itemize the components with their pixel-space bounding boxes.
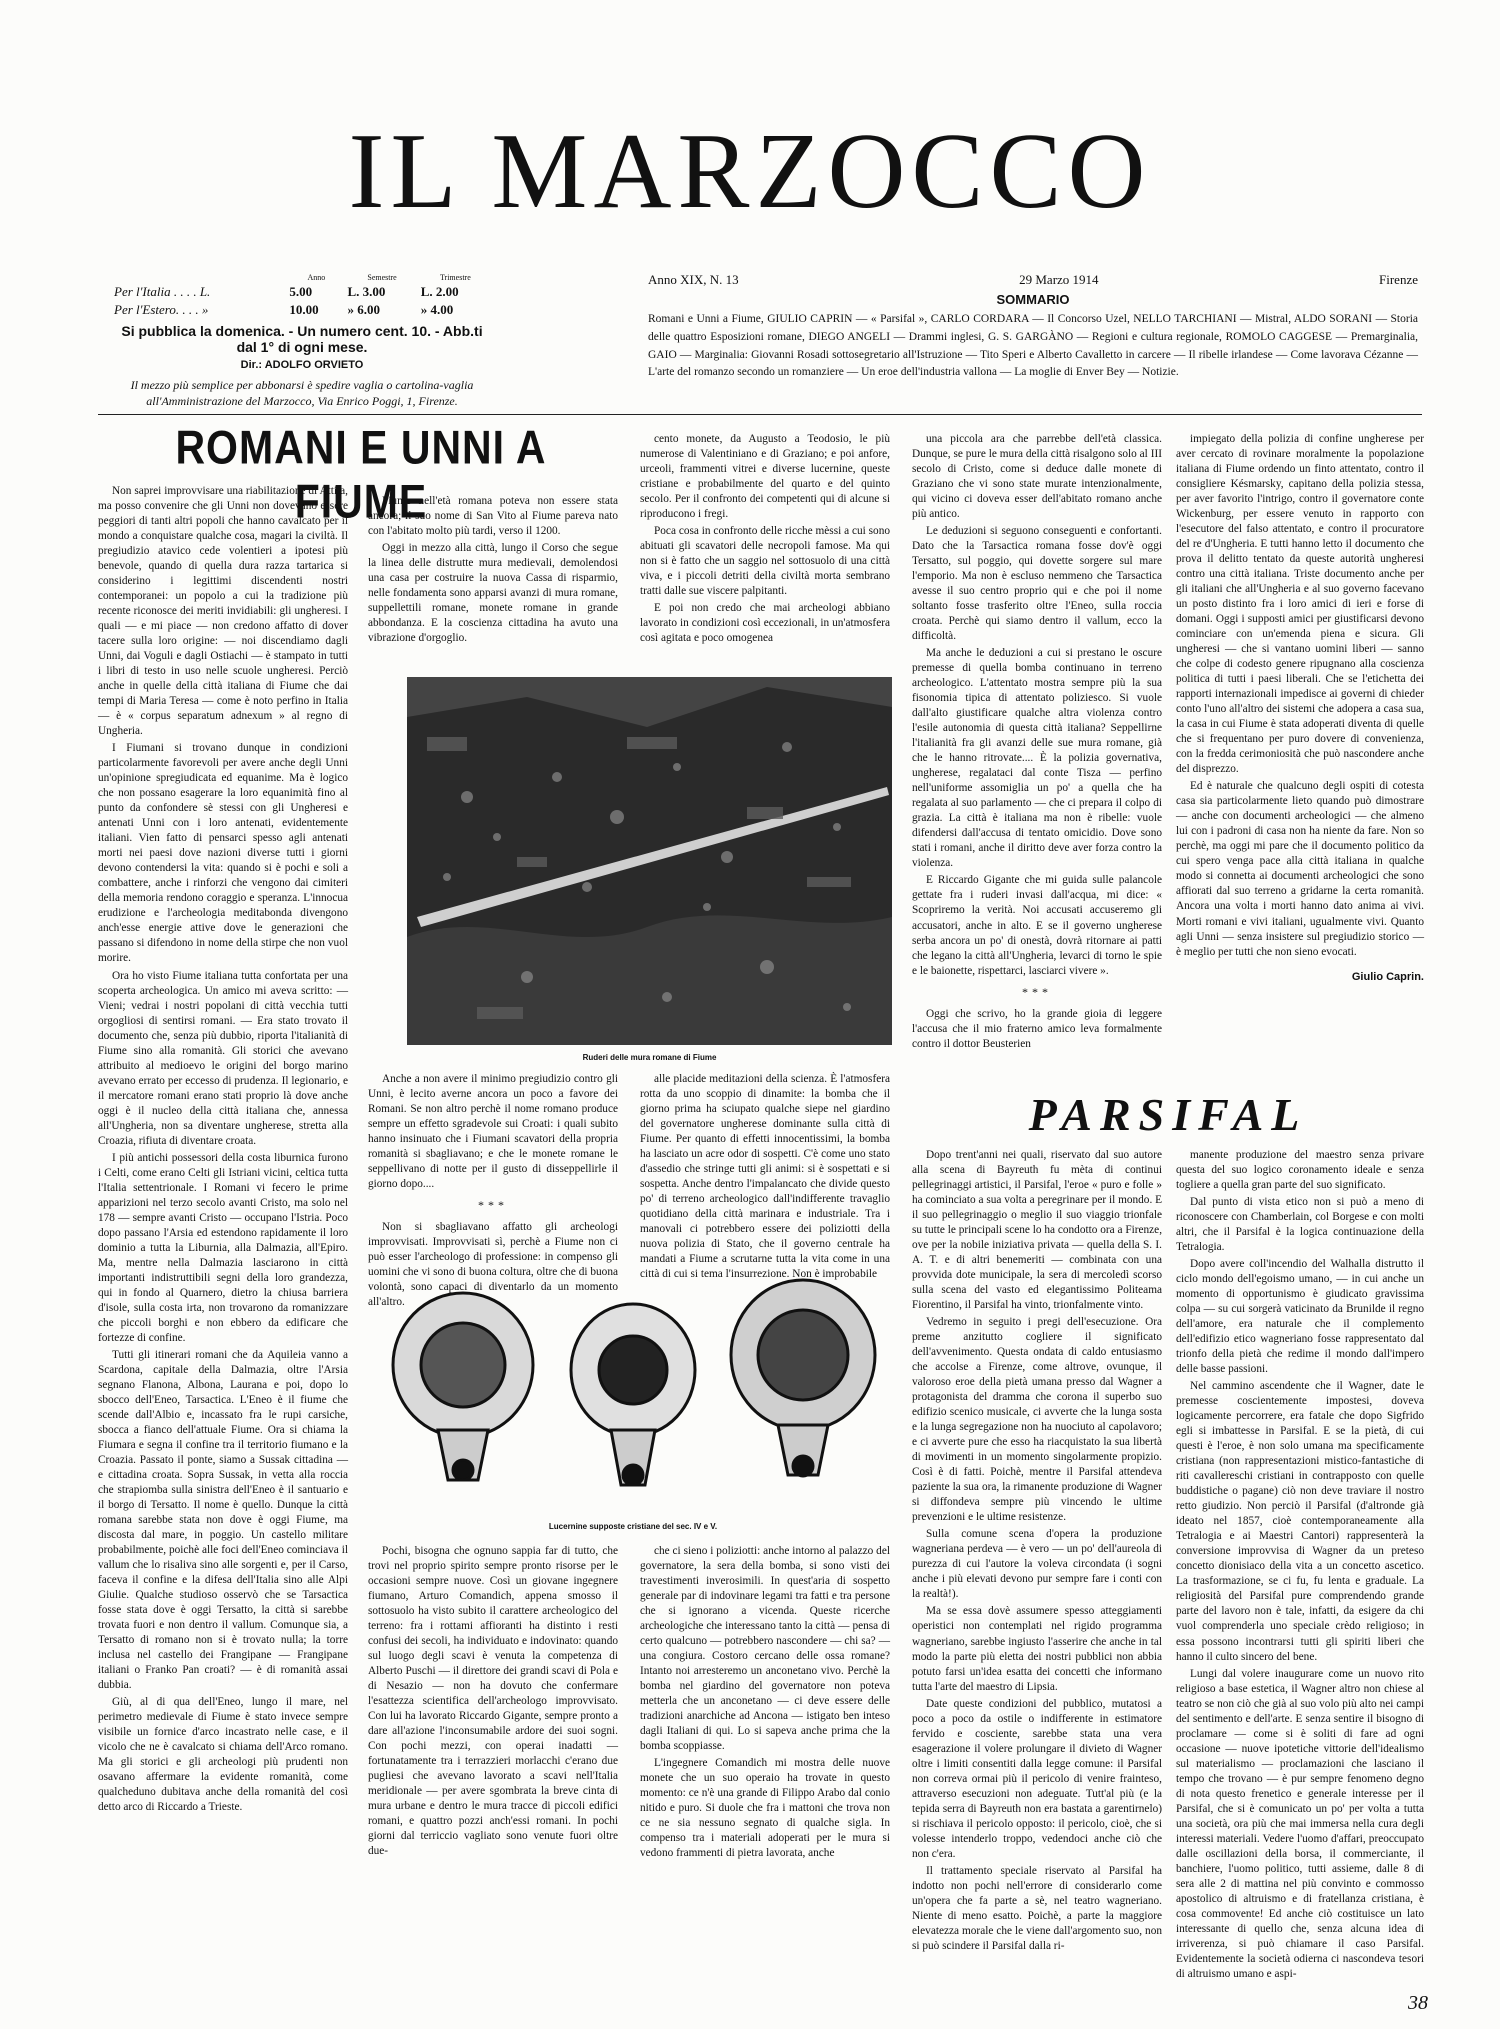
price-semester: L. 3.00	[347, 284, 386, 299]
paragraph: Tutti gli itinerari romani che da Aquileia vanno a Scardona, capitale della Dalmazia, oltre l'Arsia segnano Flanona, Albona, Laurana e poi, dopo lo sbocco dell'Eneo, Tarsactica. L'Eneo è il fiume che scende dall'Albio e, incassato fra le rupi carsiche, sbocca a fianco dell'attuale Fiume. Ora si chiama la Fiumara e segna il confine tra il territorio fiumano e la Croazia. Passato il ponte, siamo a Sussak cittadina — e cittadina croata. Sopra Sussak, in vetta alla roccia che strapiomba sulla sinistra dell'Eneo è il santuario e il borgo di Tersatto. Il nome è quello. Dunque la città romana sarebbe stata non dove è oggi Fiume, ma discosta dal mare, in poggio. Un castello militare probabilmente, poichè alle foci dell'Eneo cominciava il vallum che lo risaliva sino alle sorgenti e, per il Carso, faceva il confine e la difesa dell'Italia sino alle Alpi Giulie. Qualche studioso osservò che se Tarsactica fosse stata dove è oggi Tersatto, la città si sarebbe trovata fuori e non dentro il vallum. Comunque sia, a Tersatto di romano non si è trovato nulla; la torre inclusa nel castello dei Frangipane — Frangipane italiani o Franko Pan croati? — è di romanità assai dubbia.	[98, 1348, 348, 1692]
price-year: 10.00	[289, 302, 319, 317]
paragraph: Dal punto di vista etico non si può a meno di riconoscere con Chamberlain, col Borgese e con molti altri, che il Parsifal è la logica continuazione della Tetralogia.	[1176, 1196, 1424, 1254]
subscription-notice: Il mezzo più semplice per abbonarsi è spedire vaglia o cartolina-vaglia all'Amministrazione del Marzocco, Via Enrico Poggi, 1, Firenze.	[130, 378, 474, 409]
publication-note: Si pubblica la domenica. - Un numero cent. 10. - Abb.ti dal 1° di ogni mese.	[121, 323, 483, 355]
paragraph: E poi non credo che mai archeologi abbiano lavorato in condizioni così eccezionali, in un'atmosfera così agitata e poco omogenea	[640, 602, 890, 645]
paragraph: Dopo avere coll'incendio del Walhalla distrutto il ciclo mondo dell'egoismo umano, — in cui anche un momento di opportunismo è giudicato gravissima colpa — su cui sorgerà vaticinato da Brunilde il regno dell'amore, era naturale che il complemento dell'edifizio etico wagneriano fosse rappresentato dal trionfo della pietà che redime il mondo dall'impero delle basse passioni.	[1176, 1258, 1424, 1376]
paragraph: alle placide meditazioni della scienza. È l'atmosfera rotta da uno scoppio di dinamite: la bomba che il giorno prima ha sciupato qualche siepe nel giardino del governatore ungherese dominante sulla città di Fiume. Per quanto di effetti innocentissimi, la bomba ha lasciato un acre odor di sospetti. C'è come uno stato d'assedio che stringe tutti gli animi: si è sospettati e si sospetta. Anche dentro l'impalancato che divide questo po' di terreno archeologico dall'indifferente travaglio quotidiano della città marinara e industriale. Tra i manovali ci potrebbero essere dei poliziotti della nuova polizia di Stato, che il governo centrale ha mandati a Fiume a scrutarne tutta la vita come in una città di cui si tema l'insurrezione. Non è improbabile	[640, 1073, 890, 1281]
paragraph: Date queste condizioni del pubblico, mutatosi a poco a poco da ostile o indifferente in estimatore fervido e cosciente, sarebbe stata una vera esagerazione il volere prolungare il divieto di Wagner oltre i limiti consentiti dalla legge comune: il Parsifal non correva ormai più il pericolo di venire frainteso, attraverso esecuzioni non adeguate. Tutt'al più (e la tepida serra di Bayreuth non era bastata a garentirnelo) si rischiava il pericolo opposto: il pericolo, cioè, che si volesse intenderlo troppo, vedendoci anche ciò che non c'era.	[912, 1697, 1162, 1860]
price-quarter: L. 2.00	[420, 284, 459, 299]
paragraph: Oggi che scrivo, ho la grande gioia di leggere l'accusa che il mio fraterno amico leva formalmente contro il dottor Beusterien	[912, 1007, 1162, 1050]
paragraph: Anche a non avere il minimo pregiudizio contro gli Unni, è lecito averne ancora un poco a favore dei Romani. Se non altro perchè il nome romano produce sempre un effetto sgradevole sui Croati: i quali subito hanno insinuato che i Fiumani scavatori della propria romanità si sbagliavano; e che le monete romane le seppellivano di notte per il gusto di disseppellirle il giorno dopo....	[368, 1073, 618, 1191]
paragraph: una piccola ara che parrebbe dell'età classica. Dunque, se pure le mura della città risalgono solo al III secolo di Cristo, come si deduce dalle monete di Graziano che vi sono state murate intenzionalmente, qui vicino ci doveva esser dell'abitato romano anche più antico.	[912, 433, 1162, 521]
paragraph: Vedremo in seguito i pregi dell'esecuzione. Ora preme anzitutto cogliere il significato dell'avvenimento. Questa ondata di caldo entusiasmo che accolse a Firenze, come altrove, ovunque, il valoroso eroe della pietà umana presso dal Wagner a protagonista del dramma che corona il superbo suo edifizio scenico musicale, ci avverte che la lunga sosta e la lunga segregazione non ha nuociuto al capolavoro; e ci avverte pure che esso ha riacquistato la sua libertà di movimenti in un momento singolarmente propizio. Così è di fatti. Poichè, mentre il Parsifal attendeva paziente la sua ora, la rimanente produzione di Wagner si diffondeva sempre più vincendo le ultime prevenzioni e le ultime resistenze.	[912, 1316, 1162, 1524]
paragraph: Lungi dal volere inaugurare come un nuovo rito religioso a base estetica, il Wagner altro non chiese al teatro se non ciò che già al suo volo più alto nei campi del sentimento e dell'arte. E senza sentire il bisogno di proclamare — come si è soliti di fare ad ogni occasione — nuove ipotetiche vittorie dell'idealismo sul materialismo — proclamazioni che lasciano il tempo che trovano — è pur sempre fenomeno degno di nota questo frenetico e generale interesse per il Parsifal, che si è comunicato un po' per volta a tutta una società, ora più che mai immersa nella cura degli interessi materiali. Vedere l'uomo d'affari, preoccupato dalle oscillazioni della borsa, il commerciante, il banchiere, l'uomo politico, tutti assieme, dalle 8 di sera alle 2 di mattina nel più convinto e commosso apostolico di altruismo e di fratellanza cristiana, è cosa commovente! Ed anche ciò costituisce un lato interessante di quello che, senza alcuna idea di irriverenza, si può chiamare il caso Parsifal. Evidentemente la società odierna ci nascondeva tesori di altruismo umano e aspi-	[1176, 1667, 1424, 1980]
paragraph: Ora ho visto Fiume italiana tutta confortata per una scoperta archeologica. Un amico mi aveva scritto: — Vieni; vedrai i nostri popolani di città vecchia tutti orgogliosi di sentirsi romani. — Era stato trovato il documento che, senza più dubbio, riporta l'italianità di Fiume sino alla romanità. Gli storici che avevano attribuito al medioevo le origini del borgo marino avevano errato per eccesso di prudenza. Il legionario, e il mercatore romani erano stati proprio là dove anche oggi è il nucleo della città italiana che, annessa all'Ungheria, non sa diventare ungherese, stretta alla Croazia, rifiuta di diventare croata.	[98, 969, 348, 1147]
parsifal-headline: PARSIFAL	[1028, 1089, 1308, 1140]
issue-place: Firenze	[1379, 272, 1418, 287]
header-divider	[98, 414, 1422, 415]
paragraph: Giù, al di qua dell'Eneo, lungo il mare, nel perimetro medievale di Fiume è stato invece sempre visibile un fornice d'arco incastrato nelle case, e il vicolo che ne è cavalcato si chiama dell'Arco romano. Ma gli storici e gli archeologi più prudenti non osavano affermare la evidente romanità, come qualcheduno dubitava anche della romanità del così detto arco di Riccardo a Trieste.	[98, 1696, 348, 1814]
paragraph: I più antichi possessori della costa liburnica furono i Celti, come erano Celti gli Istriani vicini, celtica tutta l'Italia settentrionale. I Romani vi fecero le prime apparizioni nel terzo secolo avanti Cristo, ma solo nel 178 — sempre avanti Cristo — occupano l'Istria. Poco dopo passano l'Arsia ed estendono rapidamente il loro dominio a tutta la Liburnia, alla Dalmazia, all'Epiro. Ma, mentre nella Dalmazia lasciarono in città importanti indistruttibili segni della loro grandezza, qui in fondo al Quarnero, dietro la chiusa barriera d'isole, sulla costa irta, non trovarono da romanizzare che piccoli borghi e non ebbero da edificare che fortezze di confine.	[98, 1151, 348, 1344]
price-semester: » 6.00	[347, 302, 380, 317]
article-headline: ROMANI E UNNI A FIUME	[175, 420, 547, 528]
row-label: Per l'Estero. . . . »	[114, 302, 209, 317]
sommario-text: Romani e Unni a Fiume, GIULIO CAPRIN — « Parsifal », CARLO CORDARA — Il Concorso Uzel, NELLO TARCHIANI — Mistral, ALDO SORANI — Storia delle quattro Esposizioni romane, DIEGO ANGELI — Drammi inglesi, G. S. GARGÀNO — Regioni e cultura regionale, ROMOLO CAGGESE — Premarginalia, GAIO — Marginalia: Giovanni Rosadi sottosegretario all'Istruzione — Tito Speri e Alberto Cavalletto in carcere — Il ribelle irlandese — Come lavorava Cézanne — L'arte del romanzo secondo un romanziere — Un eroe dell'industria vallona — La moglie di Enver Bey — Notizie.	[648, 313, 1418, 379]
issue-date: 29 Marzo 1914	[1019, 272, 1099, 287]
paragraph: I Fiumani si trovano dunque in condizioni particolarmente favorevoli per avere anche degli Unni un'opinione spregiudicata ed equanime. Ma è logico che non possano esagerare la loro equanimità fino al punto da confondere sè stessi con gli Ungheresi e antenati Unni con i loro antenati, evidentemente italiani. Vien fatto di pensarci spesso agli antenati morti nei paesi dove nazioni diverse tutti i giorni devono contendersi la vita: quando si è pochi e soli a combattere, anche i rinforzi che vengono dai cimiteri della memoria rendono coraggio e speranza. L'innocua erudizione e l'archeologia meditabonda divengono anch'esse energie attive dove le generazioni che passano si difendono in nome della stirpe che non vuol morire.	[98, 742, 348, 965]
paragraph: Poca cosa in confronto delle ricche mèssi a cui sono abituati gli scavatori delle necropoli famose. Ma qui non si è fatto che un saggio nel sottosuolo di una città viva, e i piccoli detriti della civiltà morta sembrano tratti dalle sue viscere palpitanti.	[640, 525, 890, 598]
subscription-table	[112, 272, 492, 319]
masthead-title: IL MARZOCCO	[348, 112, 1152, 231]
paragraph: Nel cammino ascendente che il Wagner, date le premesse coscientemente impostesi, doveva logicamente percorrere, era fatale che dopo Sigfrido egli si imbattesse in Parsifal. E se la pietà, di cui questi è l'eroe, è non solo umana ma specificamente cristiana (non rappresentazioni mistico-fantastiche di riti cavallereschi cristiani in contrapposto con quelle buddistiche o pagane) ciò non deve traviare il nostro retto giudizio. Non perciò il Parsifal (d'altronde già ideato nel 1857, cioè contemporaneamente alla Tetralogia e ai Maestri Cantori) rappresenterà la conversione improvvisa di Wagner da un preteso concetto dionisiaco della vita a un concetto ascetico. La trasformazione, se ci fu, fu lenta e graduale. La religiosità del Parsifal pure comprendendo grande parte del lavoro non è tale, infatti, da esigere da chi vuol comprenderla uno speciale crèdo religioso; in essa possono incontrarsi tutti gli spiriti liberi che hanno il culto sincero del bene.	[1176, 1380, 1424, 1663]
paragraph: Non saprei improvvisare una riabilitazione di Attila, ma posso convenire che gli Unni non dovevano essere peggiori di tanti altri popoli che hanno cavalcato per il mondo a conquistare qualche cosa, magari la civiltà. Il pregiudizio atavico cede volentieri a ipotesi più benevole, quando di quella dura razza tartarica si considerino i legittimi discendenti nostri contemporanei: un popolo a cui la tradizione più recente riconosce dei meriti invidiabili: gli ungheresi. I quali — e mi piace — non credono affatto di dover tacere sulla loro origine: — noi discendiamo dagli Unni, dai Voguli e dagli Ostiachi — è stampato in tutti i libri di testo in uso nelle scuole ungheresi. Perciò anche in quelle della città italiana di Fiume che dai tempi di Maria Teresa — come è noto perfino in Italia — è « corpus separatum adnexum » al regno di Ungheria.	[98, 485, 348, 738]
subscription-header-row	[112, 272, 492, 283]
col-header-year: Anno	[307, 273, 326, 282]
paragraph: che ci sieno i poliziotti: anche intorno al palazzo del governatore, la sera della bomba, si sono visti dei travestimenti inverosimili. In quest'aria di sospetto generale par di indovinare legami tra fatti e tra persone che si ignorano a vicenda. Queste ricerche archeologiche che interessano tanto la città — pensa di certo qualcuno — potrebbero nascondere — chi sa? — una congiura. Costoro cercano delle ossa romane? Intanto noi arresteremo un anconetano vivo. Perchè la bomba nel giardino del governatore non poteva metterla che un anconetano — ci deve essere delle tradizioni anarchiche ad Ancona — istigato ben inteso dagli Italiani di qui. Lo si sapeva anche prima che la bomba scoppiasse.	[640, 1545, 890, 1753]
ruins-photo	[407, 677, 892, 1045]
director-line: Dir.: ADOLFO ORVIETO	[240, 359, 364, 371]
paragraph: manente produzione del maestro senza privare questa del suo logico coronamento ideale e senza togliere a quella gran parte del suo significato.	[1176, 1149, 1424, 1192]
photo-caption: Ruderi delle mura romane di Fiume	[582, 1053, 717, 1062]
oil-lamps-graphic	[383, 1270, 883, 1518]
lamp-icon	[571, 1304, 695, 1485]
article-column-4	[912, 432, 1162, 1050]
issue-info	[648, 272, 1418, 382]
paragraph: cento monete, da Augusto a Teodosio, le più numerose di Valentiniano e di Graziano; e poi anfore, urceoli, frammenti vitrei e diverse lucernine, queste cristiane e probabilmente del quarto e del quinto secolo. Per il confronto dei competenti qui di alcune si riproducono i fregi.	[640, 433, 890, 521]
issue-number: Anno XIX, N. 13	[648, 272, 739, 287]
price-quarter: » 4.00	[420, 302, 454, 317]
paragraph: impiegato della polizia di confine ungherese per aver cercato di rovinare moralmente la popolazione italiana di Fiume ordendo un finto attentato, contro il consigliere Késmarsky, capitano della polizia stessa, per aver favorito l'intrigo, contro il governatore conte Wickenburg, per essere venuto in rapporto con l'esecutore del falso attentato, e contro il procuratore del re d'Ungheria. E tutti hanno letto il documento che prova il delitto tentato da queste autorità ungheresi contro una città italiana. Triste documento anche per gli italiani che all'Ungheria e al suo governo facevano un posto distinto fra i loro amici di ieri e forse di domani. Oggi i supposti amici per giustificarsi devono cominciare con un'emenda piena e sicura. Gli ungheresi — che si vantano uomini liberi — sanno che colpe di codesto genere ripugnano alla coscienza politica di tutti i paesi liberali. Che se l'etichetta dei rapporti internazionali impedisce ai governi di chieder conto l'uno all'altro dei sistemi che adopera a casa sua, la casa in cui Fiume è stata adoperati diventa di quelle che si frequentano per puro dovere di convenienza, con la fredda cerimoniosità che può nascondere anche del disprezzo.	[1176, 433, 1424, 776]
article-column-3-top	[640, 432, 890, 672]
paragraph: Pochi, bisogna che ognuno sappia far di tutto, che trovi nel proprio spirito sempre pronto risorse per le occasioni sempre nuove. Così un giovane ingegnere fiumano, Arturo Comandich, appena smosso il sottosuolo ha visto subito il carattere archeologico del terreno: fra i rottami affioranti ha distinto i resti confusi dei secoli, ha individuato e indovinato: quando sul luogo degli scavi è venuta la competenza di Alberto Puschi — il direttore dei grandi scavi di Pola e di Nesazio — non ha dovuto che confermare l'esattezza scientifica dell'archeologo improvvisato. Con lui ha lavorato Riccardo Gigante, sempre pronto a dare all'azione l'inconsumabile ardore dei suoi sogni. Con pochi mezzi, con operai inadatti — fortunatamente tra i terrazzieri morlacchi c'erano due pugliesi che avevano lavorato a scavi nell'Italia meridionale — per avere sgombrata la breve cinta di mura urbane e dentro le mura tracce di piccoli edifici romani, e quattro pozzi anch'essi romani. In pochi giorni dal terriccio vagliato sono venute fuori oltre due-	[368, 1545, 618, 1858]
lamp-icon	[393, 1293, 533, 1480]
parsifal-column-1	[912, 1148, 1163, 1952]
paragraph: E Riccardo Gigante che mi guida sulle palancole gettate fra i ruderi invasi dall'acqua, mi dice: « Scopriremo la verità. Noi accusati accuseremo gli accusatori, anche in alto. E se il governo ungherese serba ancora un po' di onestà, dovrà ritornare ai patti che legano la città all'Ungheria, levarci di torno le spie e le baionette, rispettarci, lasciarci vivere ».	[912, 874, 1162, 977]
sommario-title: SOMMARIO	[996, 292, 1070, 307]
lamps-caption: Lucernine supposte cristiane del sec. IV e V.	[548, 1522, 718, 1531]
paragraph: L'ingegnere Comandich mi mostra delle nuove monete che un suo operaio ha trovate in questo momento: ce n'è una grande di Filippo Arabo dal conio nitido e puro. Si duole che fra i mattoni che trova non ce ne sia nessuno segnato di qualche sigla. In compenso tra i materiali adoperati per le mura si vedono frammenti di pietra lavorata, anche	[640, 1757, 890, 1860]
col-header-quarter: Trimestre	[439, 273, 471, 282]
paragraph: Le deduzioni si seguono conseguenti e confortanti. Dato che la Tarsactica romana fosse dov'è oggi Tersatto, sul poggio, qui dovette sorgere sul mare l'emporio. Ma non è escluso nemmeno che Tarsactica avesse il suo centro proprio qui e che poi il nome soltanto fosse trasferito oltre l'Eneo, sulla roccia croata. Perchè qui siamo dentro il vallum, ecco la difficoltà.	[912, 525, 1162, 643]
article-column-5	[1176, 432, 1424, 1072]
subscription-box	[112, 272, 492, 409]
paragraph: Il trattamento speciale riservato al Parsifal ha indotto non pochi nell'errore di considerarlo come un'opera che fa parte a sè, nel teatro wagneriano. Niente di meno esatto. Poichè, a parte la maggiore elevatezza morale che le viene dall'argomento suo, non si può scindere il Parsifal dalla ri-	[912, 1864, 1162, 1952]
col-header-semester: Semestre	[367, 273, 397, 282]
article-column-3-bottom	[640, 1544, 890, 1874]
row-label: Per l'Italia . . . . L.	[114, 284, 211, 299]
paragraph: Oggi in mezzo alla città, lungo il Corso che segue la linea delle distrutte mura medievali, demolendosi una casa per costruire la nuova Cassa di risparmio, nelle fondamenta sono apparsi avanzi di mura romane, suppellettili romane, monete romane in grande abbondanza. E la coscienza cittadina ha avuto una vibrazione d'orgoglio.	[368, 542, 618, 645]
section-separator: ***	[478, 1198, 508, 1213]
oil-lamps-figure	[383, 1270, 883, 1518]
issue-bar	[648, 272, 1418, 288]
article-column-2-top	[368, 494, 618, 674]
article-column-2-middle	[368, 1072, 618, 1309]
ruins-photo-graphic	[407, 677, 892, 1045]
paragraph: Ed è naturale che qualcuno degli ospiti di cotesta casa sia particolarmente lieto quando può dimostrare — anche con documenti archeologici — che almeno lui con i padroni di casa non ha niente da fare. Non so perchè, ma oggi mi pare che il documento politico da cui spero venga pace alla città italiana in qualche modo si connetta ai documenti archeologici che sono affiorati dal suo terreno a gridarne la certa romanità. Ancora una volta i morti hanno dato anima ai vivi. Morti romani e vivi italiani, ugualmente vivi. Quanto agli Unni — senza insistere sul pregiudizio storico — è meglio per tutti che non sieno evocati.	[1176, 780, 1424, 958]
page-number: 38	[1408, 1992, 1428, 2014]
paragraph: Non si sbagliavano affatto gli archeologi improvvisati. Improvvisati sì, perchè a Fiume non ci può esser l'archeologo di professione: in compenso gli uomini che vi sono di buona coltura, oltre che di buona volontà, sono capaci di diventarlo da un momento all'altro.	[368, 1221, 618, 1309]
article-column-1	[98, 484, 348, 1874]
price-year: 5.00	[289, 284, 313, 299]
article-signature: Giulio Caprin.	[1351, 970, 1424, 983]
subscription-row-abroad	[112, 301, 492, 319]
paragraph: Fiume nell'età romana poteva non essere stata ancora; il suo nome di San Vito al Fiume parevа nato con l'abitato molto più tardi, verso il 1200.	[368, 495, 618, 538]
article-column-2-bottom	[368, 1544, 618, 1874]
subscription-row-italy	[112, 283, 492, 301]
paragraph: Sulla comune scena d'opera la produzione wagneriana perdeva — è vero — un po' dell'aureola di purezza di cui l'autore la voleva circondata (i sogni anche i più elevati devono pur sempre fare i conti con la realtà!).	[912, 1528, 1162, 1601]
lamp-icon	[731, 1280, 875, 1476]
parsifal-column-2	[1176, 1148, 1424, 1980]
paragraph: Dopo trent'anni nei quali, riservato dal suo autore alla scena di Bayreuth fu mèta di continui pellegrinaggi artistici, il Parsifal, l'eroe « puro e folle » ha cominciato a sua volta a peregrinare per il mondo. E il suo pellegrinaggio o meglio il suo viaggio trionfale su tutte le principali scene lo ha condotto ora a Firenze, ove per la nobile iniziativa privata — quella della S. I. A. T. e di altri benemeriti — combinata con una provvida dote municipale, la sera di mercoledì scorso sulla scena del vasto ed elegantissimo Politeama Fiorentino, il Parsifal ha vinto, trionfalmente vinto.	[912, 1149, 1163, 1312]
section-separator: ***	[1022, 984, 1052, 999]
paragraph: Ma anche le deduzioni a cui si prestano le oscure premesse di quella bomba continuano in terreno archeologico. L'attentato mostra sempre più la sua fisonomia tipica di attentato poliziesco. Si vuole dall'alto giustificare qualche altra violenza contro l'esile autonomia di questa città italiana? Seppellirne l'italianità fra gli avanzi delle sue mura romane, già che le hanno ritrovate.... È la polizia governativa, ungherese, regalataci dal conte Tisza — perfino nell'uniforme assomiglia un po' a quella che ha regalata al suo parlamento — che ci prepara il colpo di grazia. La città è italiana ma non è ribelle: vuole difendersi dall'accusa di tentato omicidio. Dove sono stati i romani, anche il diritto deve aver forza contro la violenza.	[912, 647, 1162, 870]
article-column-3-middle	[640, 1072, 890, 1281]
paragraph: Ma se essa dovè assumere spesso atteggiamenti operistici non contemplati nel rigido programma wagneriano, sarebbe ingiusto l'asserire che anche in tal modo la parte più eletta dei nostri pubblici non abbia potuto farsi un'idea esatta dei concetti che informano tutta l'arte del maestro di Lipsia.	[912, 1605, 1162, 1693]
